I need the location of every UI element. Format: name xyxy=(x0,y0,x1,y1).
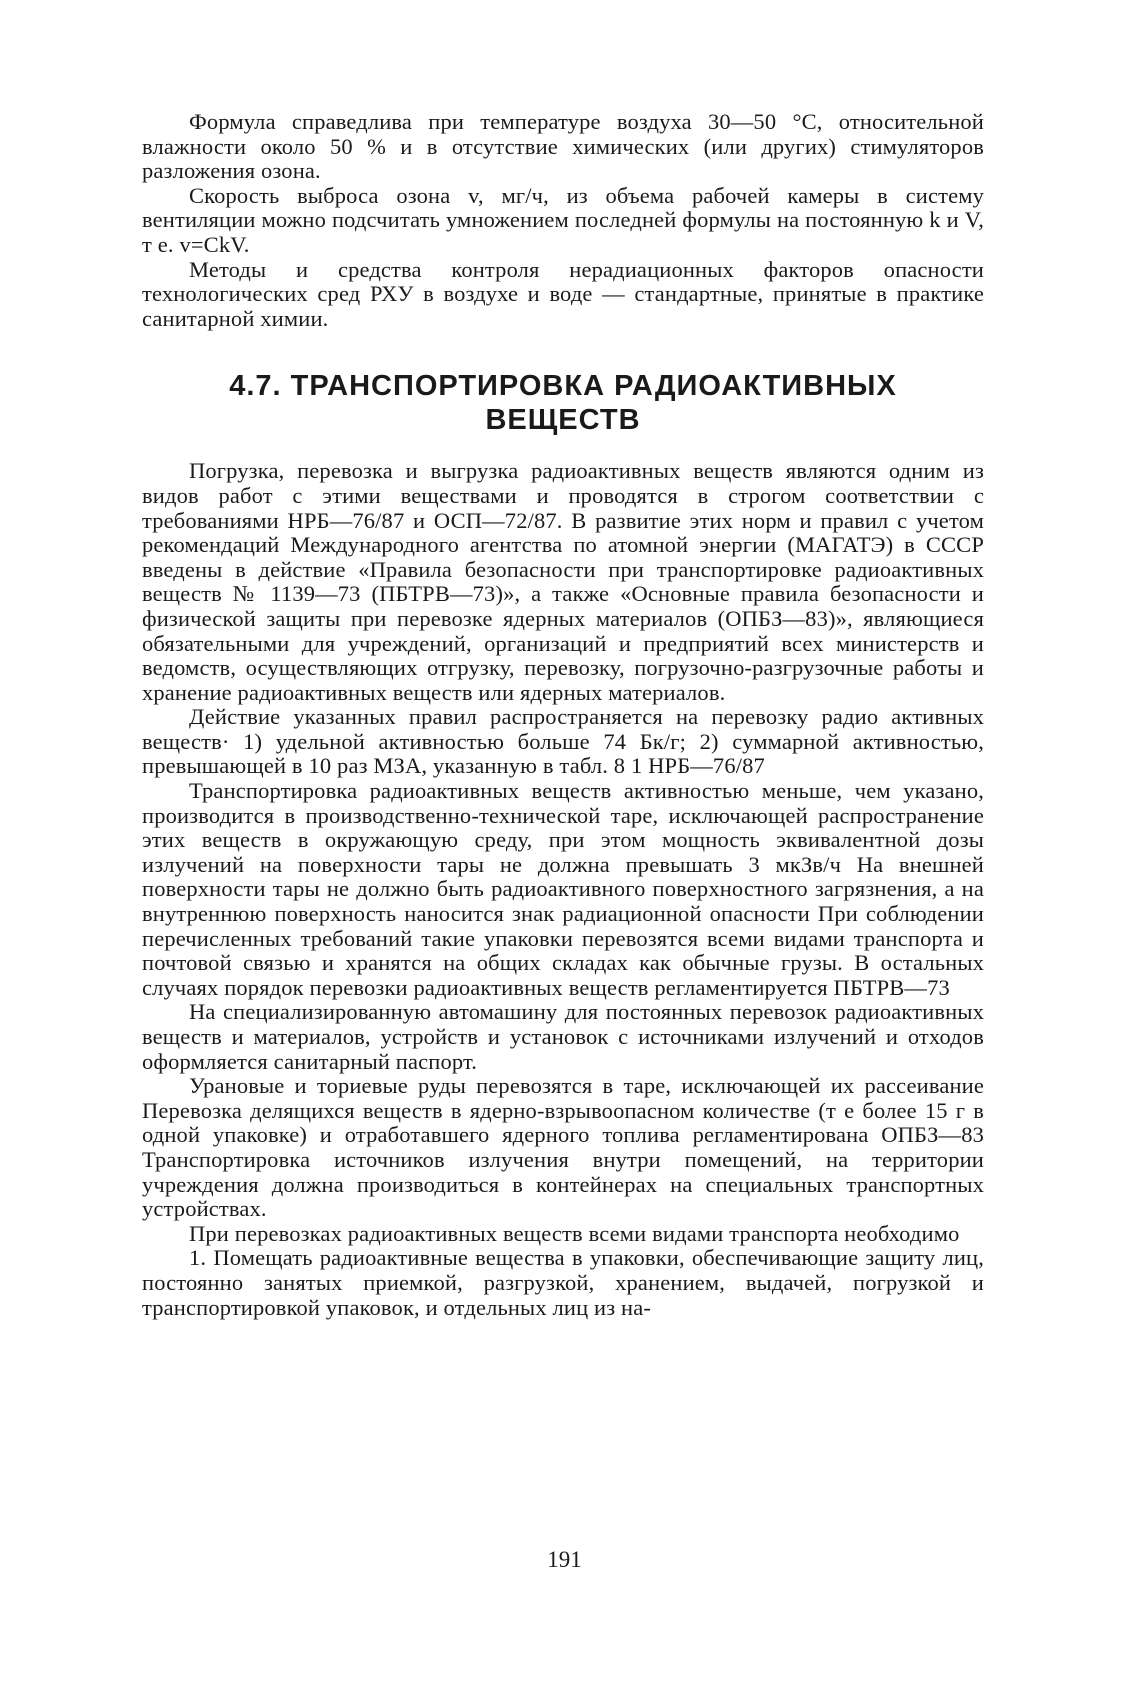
paragraph-ozone-emission: Скорость выброса озона v, мг/ч, из объема рабочей камеры в систему вентиляции можно подсчитать умножением последней формулы на постоянную k и V, т е. v=CkV. xyxy=(142,182,984,257)
page-number: 191 xyxy=(547,1547,582,1572)
paragraph-control-methods: Методы и средства контроля нерадиационных факторов опасности технологических сред РХУ в воздухе и воде — стандартные, принятые в практике санитарной химии. xyxy=(142,256,984,331)
paragraph-requirements-intro: При перевозках радиоактивных веществ всеми видами транспорта необходимо xyxy=(189,1220,960,1246)
section-heading-line-1: 4.7. ТРАНСПОРТИРОВКА РАДИОАКТИВНЫХ xyxy=(229,370,897,403)
paragraph-rules-scope: Действие указанных правил распространяется на перевозку радио активных веществ· 1) удельной активностью больше 74 Бк/г; 2) суммарной активностью, превышающей в 10 раз МЗА, указанную в табл. 8 1 НРБ—76/87 xyxy=(142,704,984,779)
paragraph-formula-conditions: Формула справедлива при температуре воздуха 30—50 °С, относительной влажности около 50 % и в отсутствие химических (или других) стимуляторов разложения озона. xyxy=(142,109,984,184)
paragraph-ores-and-fuel: Урановые и ториевые руды перевозятся в таре, исключающей их рассеивание Перевозка делящихся веществ в ядерно-взрывоопасном количестве (т е более 15 г в одной упаковке) и отработавшего ядерного топлива регламентирована ОПБЗ—83 Транспортировка источников излучения внутри помещений, на территории учреждения должна производиться в контейнерах на специальных транспортных устройствах. xyxy=(142,1073,984,1222)
page-body xyxy=(142,110,984,1320)
paragraph-loading-rules: Погрузка, перевозка и выгрузка радиоактивных веществ являются одним из видов работ с этими веществами и проводятся в строгом соответствии с требованиями НРБ—76/87 и ОСП—72/87. В развитие этих норм и правил с учетом рекомендаций Международного агентства по атомной энергии (МАГАТЭ) в СССР введены в действие «Правила безопасности при транспортировке радиоактивных веществ № 1139—73 (ПБТРВ—73)», а также «Основные правила безопасности и физической защиты при перевозке ядерных материалов (ОПБЗ—83)», являющиеся обязательными для учреждений, организаций и предприятий всех министерств и ведомств, осуществляющих отгрузку, перевозку, погрузочно-разгрузочные работы и хранение радиоактивных веществ или ядерных материалов. xyxy=(142,458,984,705)
paragraph-low-activity-transport: Транспортировка радиоактивных веществ активностью меньше, чем указано, производится в производственно-технической таре, исключающей распространение этих веществ в окружающую среду, при этом мощность эквивалентной дозы излучений на поверхности тары не должна превышать 3 мкЗв/ч На внешней поверхности тары не должно быть радиоактивного поверхностного загрязнения, а на внутреннюю поверхность наносится знак радиационной опасности При соблюдении перечисленных требований такие упаковки перевозятся всеми видами транспорта и почтовой связью и хранятся на общих складах как обычные грузы. В остальных случаях порядок перевозки радиоактивных веществ регламентируется ПБТРВ—73 xyxy=(142,778,984,1000)
paragraph-sanitary-passport: На специализированную автомашину для постоянных перевозок радиоактивных веществ и материалов, устройств и установок с источниками излучений и отходов оформляется санитарный паспорт. xyxy=(142,999,984,1074)
paragraph-requirement-1: 1. Помещать радиоактивные вещества в упаковки, обеспечивающие защиту лиц, постоянно занятых приемкой, разгрузкой, хранением, выдачей, погрузкой и транспортировкой упаковок, и отдельных лиц из на- xyxy=(142,1245,984,1320)
section-heading-line-2: ВЕЩЕСТВ xyxy=(485,404,641,437)
section-heading xyxy=(142,369,984,437)
